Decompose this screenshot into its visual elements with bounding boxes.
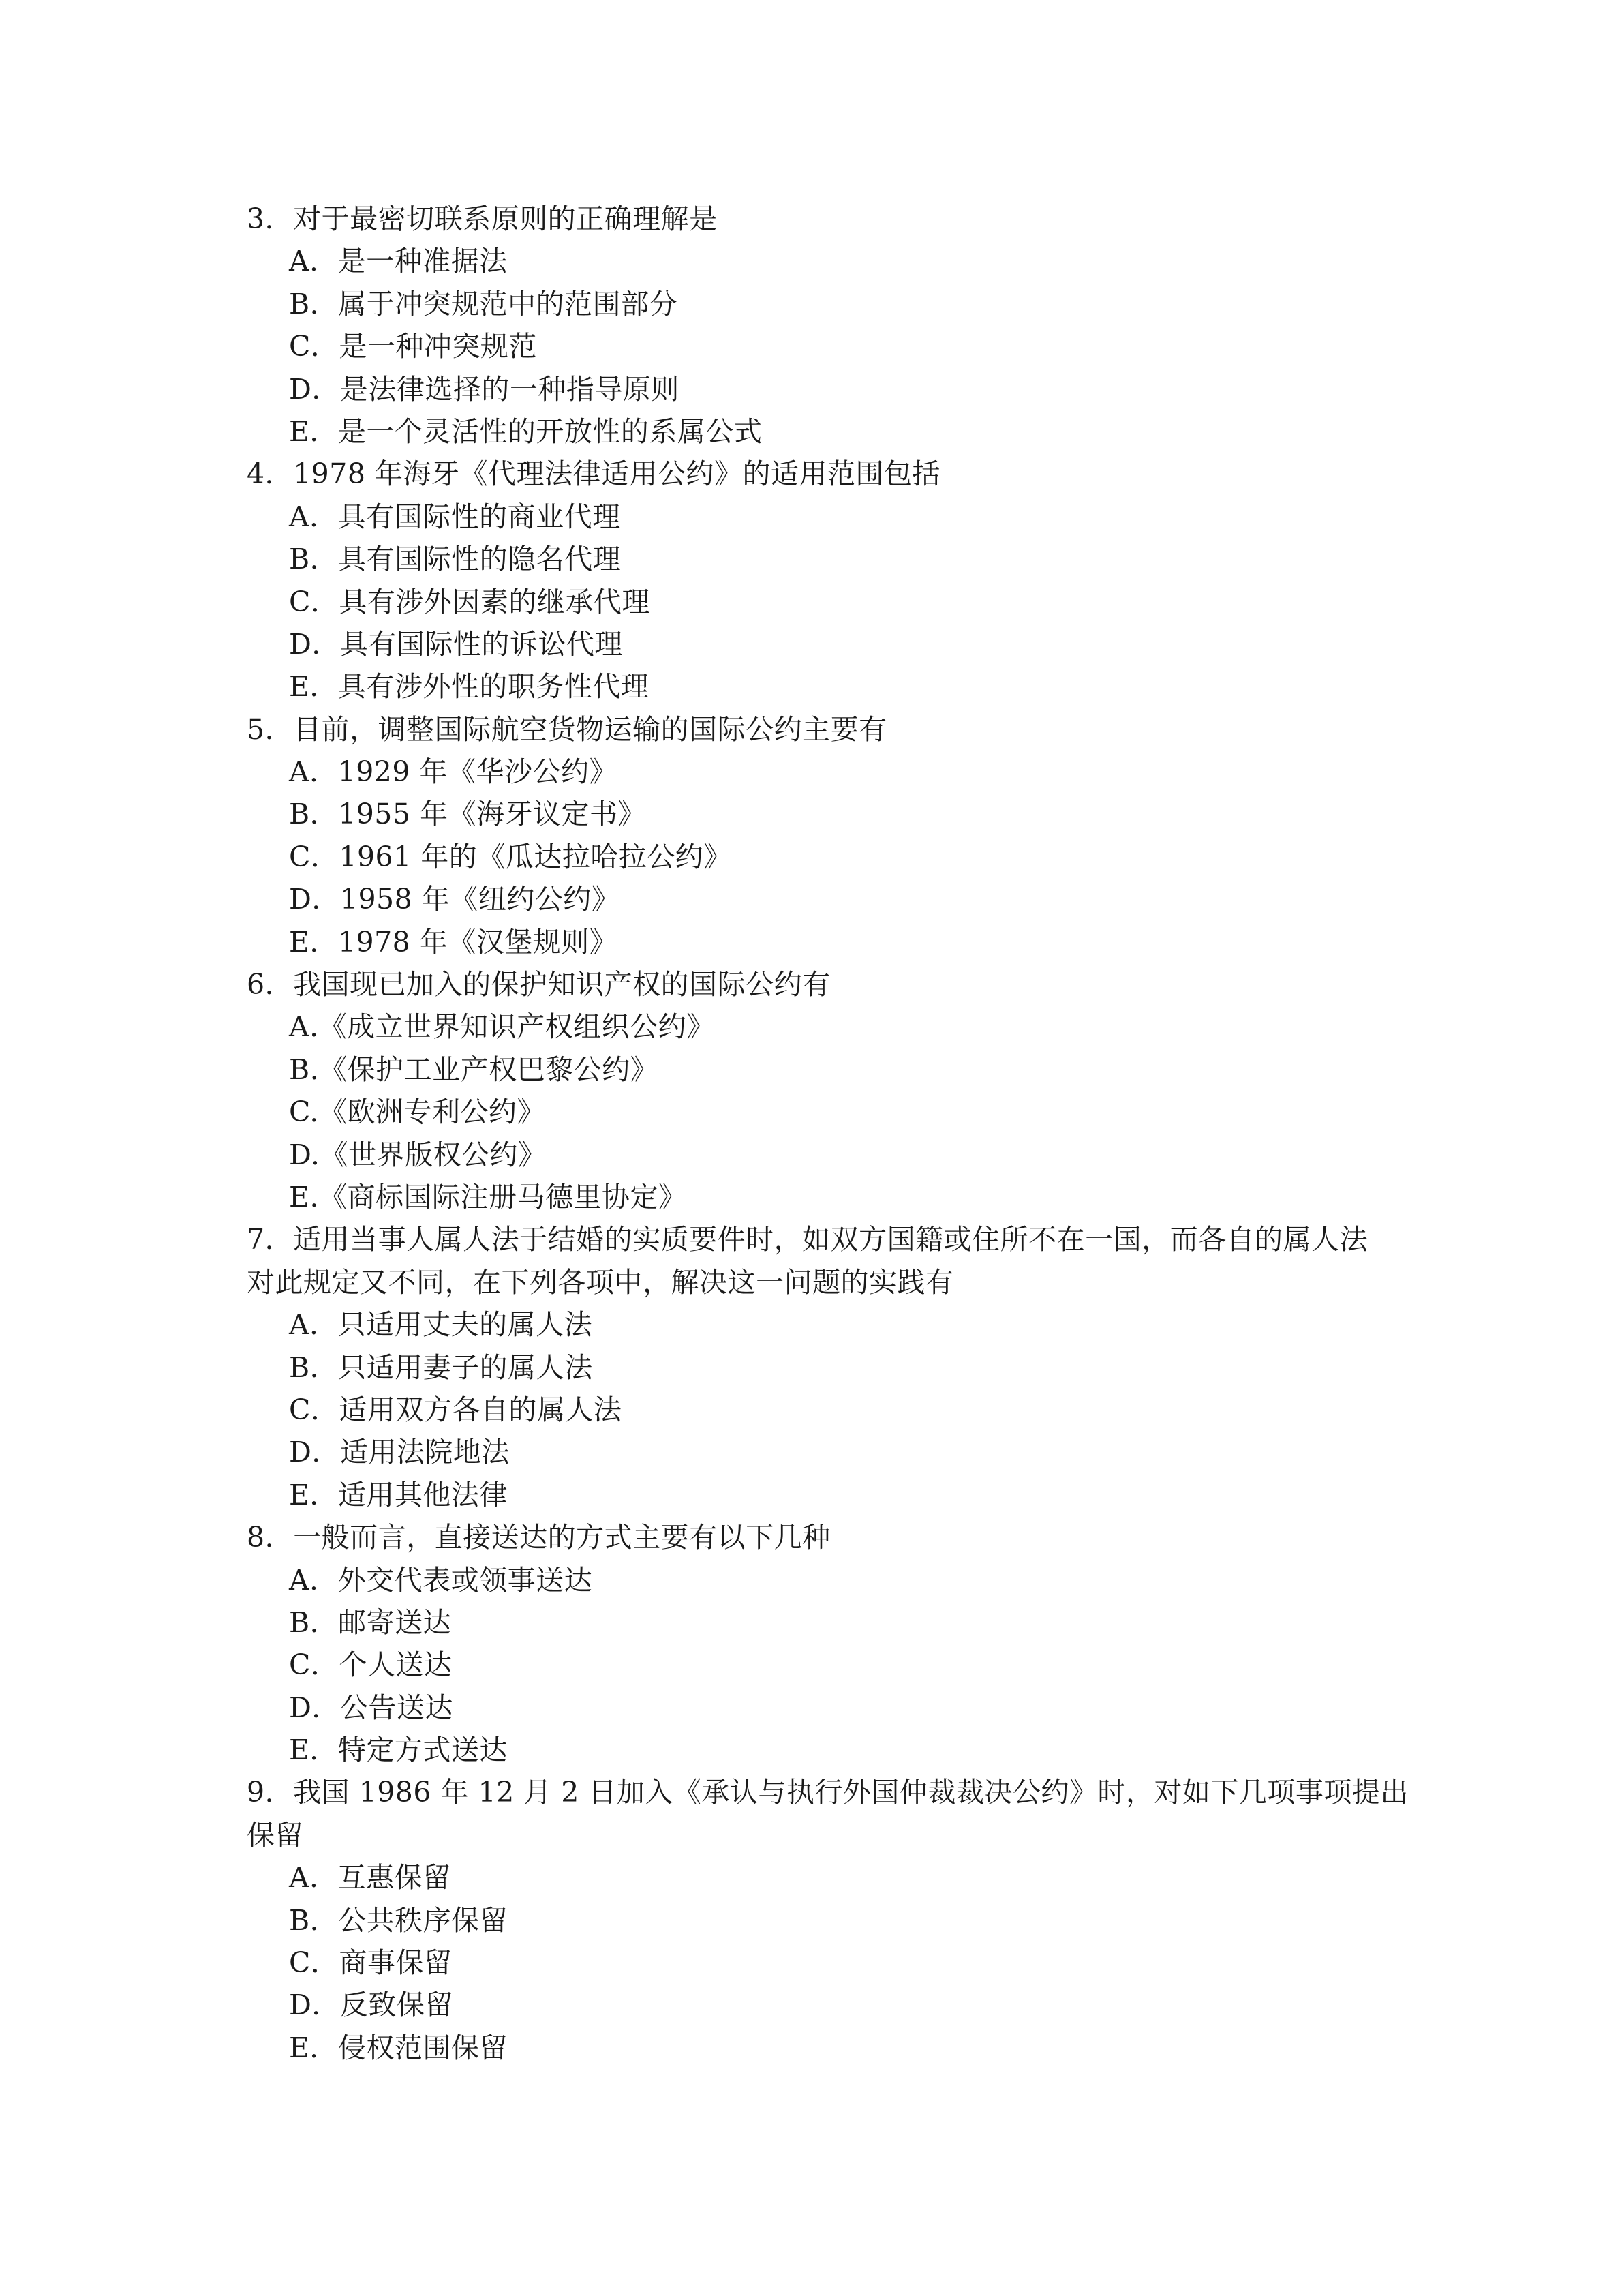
option-b: B．属于冲突规范中的范围部分	[289, 287, 678, 320]
option-e: E．是一个灵活性的开放性的系属公式	[289, 414, 763, 448]
option-b: B.《保护工业产权巴黎公约》	[289, 1053, 659, 1086]
question-4	[247, 453, 1405, 708]
option-c: C．适用双方各自的属人法	[289, 1393, 622, 1426]
question-stem: 5．目前，调整国际航空货物运输的国际公约主要有	[247, 712, 887, 746]
option-d: D．是法律选择的一种指导原则	[289, 372, 679, 406]
question-stem-continued: 对此规定又不同，在下列各项中，解决这一问题的实践有	[247, 1265, 954, 1299]
question-stem: 7．适用当事人属人法于结婚的实质要件时，如双方国籍或住所不在一国，而各自的属人法	[247, 1223, 1368, 1256]
option-c: C．个人送达	[289, 1648, 453, 1682]
option-d: D．反致保留	[289, 1989, 453, 2022]
option-e: E．具有涉外性的职务性代理	[289, 670, 649, 704]
option-d: D．具有国际性的诉讼代理	[289, 627, 623, 661]
option-e: E．侵权范围保留	[289, 2031, 508, 2064]
option-b: B．邮寄送达	[289, 1605, 452, 1639]
option-a: A.《成立世界知识产权组织公约》	[289, 1010, 715, 1044]
question-8	[247, 1516, 1405, 1771]
option-a: A．具有国际性的商业代理	[289, 500, 621, 533]
question-stem: 8．一般而言，直接送达的方式主要有以下几种	[247, 1521, 831, 1554]
option-e: E.《商标国际注册马德里协定》	[289, 1180, 687, 1213]
option-e: E．特定方式送达	[289, 1734, 508, 1767]
option-c: C．具有涉外因素的继承代理	[289, 585, 650, 618]
question-stem: 4．1978 年海牙《代理法律适用公约》的适用范围包括	[247, 457, 940, 491]
question-9	[247, 1771, 1409, 2069]
option-e: E．1978 年《汉堡规则》	[289, 925, 618, 958]
option-b: B．1955 年《海牙议定书》	[289, 798, 647, 831]
option-c: C．是一种冲突规范	[289, 330, 537, 363]
option-d: D.《世界版权公约》	[289, 1138, 547, 1171]
option-a: A．是一种准据法	[289, 245, 508, 278]
option-d: D．1958 年《纽约公约》	[289, 883, 620, 916]
option-d: D．公告送达	[289, 1691, 453, 1724]
option-e: E．适用其他法律	[289, 1478, 508, 1511]
option-b: B．具有国际性的隐名代理	[289, 543, 622, 576]
option-a: A．外交代表或领事送达	[289, 1563, 593, 1597]
question-stem: 9．我国 1986 年 12 月 2 日加入《承认与执行外国仲裁裁决公约》时，对如下几项事项提出	[247, 1776, 1409, 1809]
option-c: C．商事保留	[289, 1946, 453, 1980]
question-stem-continued: 保留	[247, 1818, 303, 1852]
question-stem: 6．我国现已加入的保护知识产权的国际公约有	[247, 968, 831, 1001]
question-6	[247, 963, 1405, 1218]
option-a: A．互惠保留	[289, 1861, 451, 1894]
option-c: C.《欧洲专利公约》	[289, 1096, 545, 1129]
option-b: B．公共秩序保留	[289, 1903, 508, 1937]
option-a: A．只适用丈夫的属人法	[289, 1308, 593, 1342]
option-c: C．1961 年的《瓜达拉哈拉公约》	[289, 840, 732, 873]
question-5	[247, 708, 1405, 963]
question-list	[247, 198, 1409, 2069]
option-d: D．适用法院地法	[289, 1436, 510, 1469]
option-a: A．1929 年《华沙公约》	[289, 755, 617, 789]
question-stem: 3．对于最密切联系原则的正确理解是	[247, 202, 718, 235]
question-3	[247, 198, 1405, 453]
option-b: B．只适用妻子的属人法	[289, 1350, 593, 1384]
question-7	[247, 1218, 1405, 1516]
